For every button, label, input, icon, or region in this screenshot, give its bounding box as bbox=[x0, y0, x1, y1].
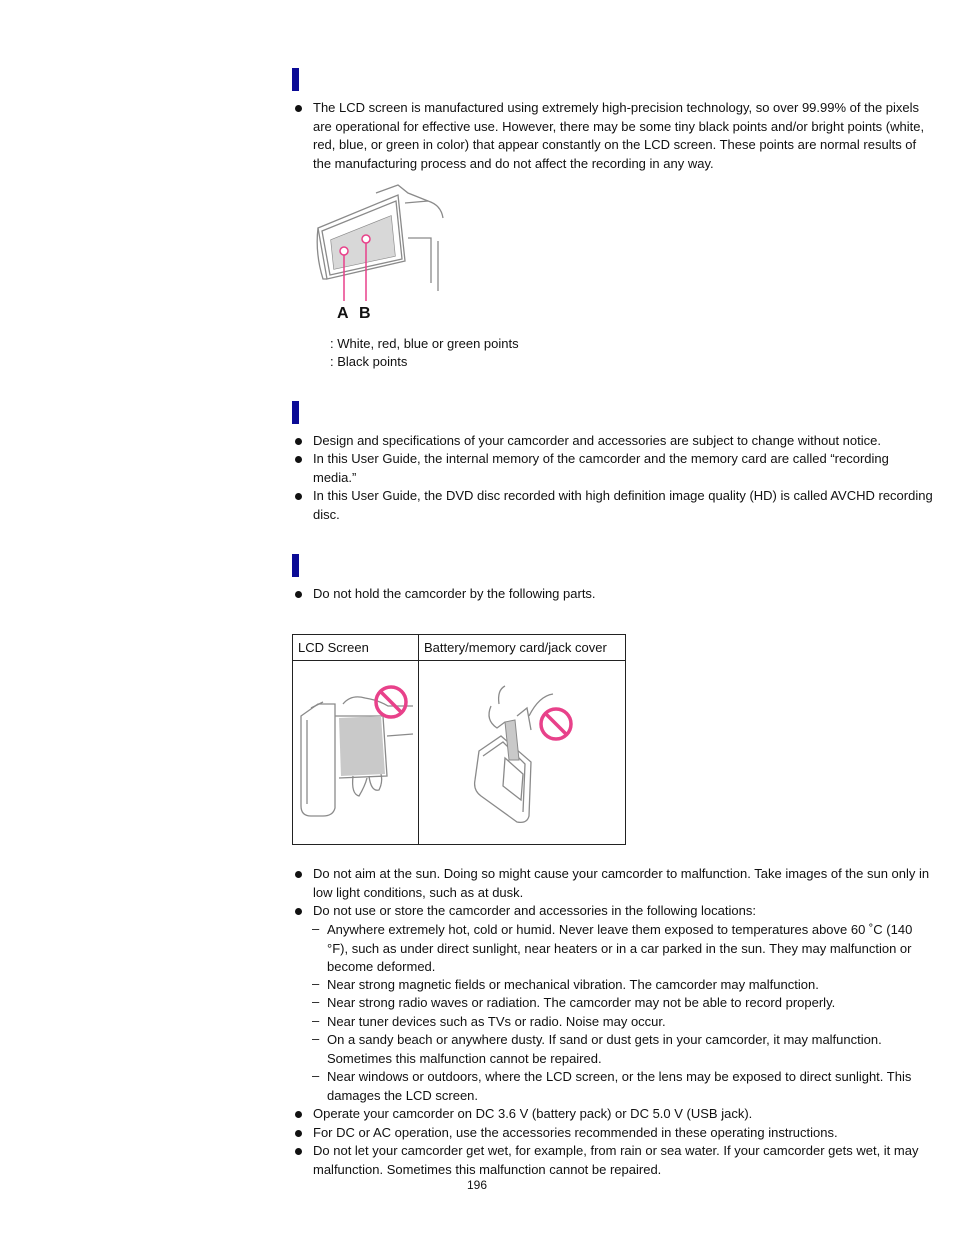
label-b: B bbox=[359, 305, 371, 322]
location-item: Near strong magnetic fields or mechanical vibration. The camcorder may malfunction. bbox=[327, 977, 819, 992]
location-item: Near windows or outdoors, where the LCD screen, or the lens may be exposed to direct sunlight. This damages the LCD screen. bbox=[327, 1069, 912, 1103]
sun-warning: Do not aim at the sun. Doing so might cause your camcorder to malfunction. Take images of the sun only in low light conditions, such as at dusk. bbox=[313, 866, 930, 900]
bullet bbox=[295, 105, 302, 112]
dash: – bbox=[312, 976, 320, 991]
note-item: In this User Guide, the DVD disc recorded with high definition image quality (HD) is called AVCHD recording disc. bbox=[313, 488, 933, 522]
bullet bbox=[295, 438, 302, 445]
section-marker bbox=[292, 554, 299, 577]
label-a: A bbox=[337, 305, 349, 322]
dash: – bbox=[312, 994, 320, 1009]
location-item: On a sandy beach or anywhere dusty. If sand or dust gets in your camcorder, it may malfunction. Sometimes this malfunction cannot be repaired. bbox=[327, 1032, 882, 1066]
dash: – bbox=[312, 1031, 320, 1046]
accessories-note: For DC or AC operation, use the accessories recommended in these operating instructions. bbox=[313, 1125, 838, 1140]
locations-intro: Do not use or store the camcorder and accessories in the following locations: bbox=[313, 903, 756, 918]
bullet bbox=[295, 1111, 302, 1118]
legend-a: : White, red, blue or green points bbox=[330, 336, 519, 351]
bullet bbox=[295, 1148, 302, 1155]
power-note: Operate your camcorder on DC 3.6 V (battery pack) or DC 5.0 V (USB jack). bbox=[313, 1106, 753, 1121]
note-item: In this User Guide, the internal memory of the camcorder and the memory card are called “recording media.” bbox=[313, 451, 889, 485]
dash: – bbox=[312, 1068, 320, 1083]
bullet bbox=[295, 1130, 302, 1137]
section-marker bbox=[292, 401, 299, 424]
dash: – bbox=[312, 1013, 320, 1028]
location-item: Near strong radio waves or radiation. The camcorder may not be able to record properly. bbox=[327, 995, 836, 1010]
column-header: Battery/memory card/jack cover bbox=[419, 635, 626, 661]
note-item: Design and specifications of your camcorder and accessories are subject to change without notice. bbox=[313, 433, 881, 448]
location-item: Near tuner devices such as TVs or radio. Noise may occur. bbox=[327, 1014, 666, 1029]
wet-warning: Do not let your camcorder get wet, for example, from rain or sea water. If your camcorder gets wet, it may malfunction. Sometimes this malfunction cannot be repaired. bbox=[313, 1143, 919, 1177]
lcd-paragraph: The LCD screen is manufactured using extremely high-precision technology, so over 99.99% of the pixels are operational for effective use. However, there may be some tiny black points and/or bright points (white, red, blue, or green in color) that appear constantly on the LCD screen. These points are normal results of the manufacturing process and do not affect the recording in any way. bbox=[313, 100, 925, 171]
column-header: LCD Screen bbox=[293, 635, 419, 661]
location-item: Anywhere extremely hot, cold or humid. Never leave them exposed to temperatures above 60 ˚C (140 °F), such as under direct sunlight, near heaters or in a car parked in the sun. They may malfunction or become deformed. bbox=[327, 922, 913, 975]
lcd-screen-hold-illustration bbox=[293, 661, 419, 845]
bullet bbox=[295, 456, 302, 463]
bullet bbox=[295, 493, 302, 500]
do-not-hold-table bbox=[292, 634, 626, 845]
bullet bbox=[295, 908, 302, 915]
bullet bbox=[295, 871, 302, 878]
battery-cover-hold-illustration bbox=[419, 661, 626, 845]
lcd-pixels-illustration bbox=[313, 183, 448, 323]
legend-b: : Black points bbox=[330, 354, 408, 369]
bullet bbox=[295, 591, 302, 598]
dash: – bbox=[312, 921, 320, 936]
hold-paragraph: Do not hold the camcorder by the following parts. bbox=[313, 586, 596, 601]
page-number: 196 bbox=[467, 1178, 488, 1192]
section-marker bbox=[292, 68, 299, 91]
